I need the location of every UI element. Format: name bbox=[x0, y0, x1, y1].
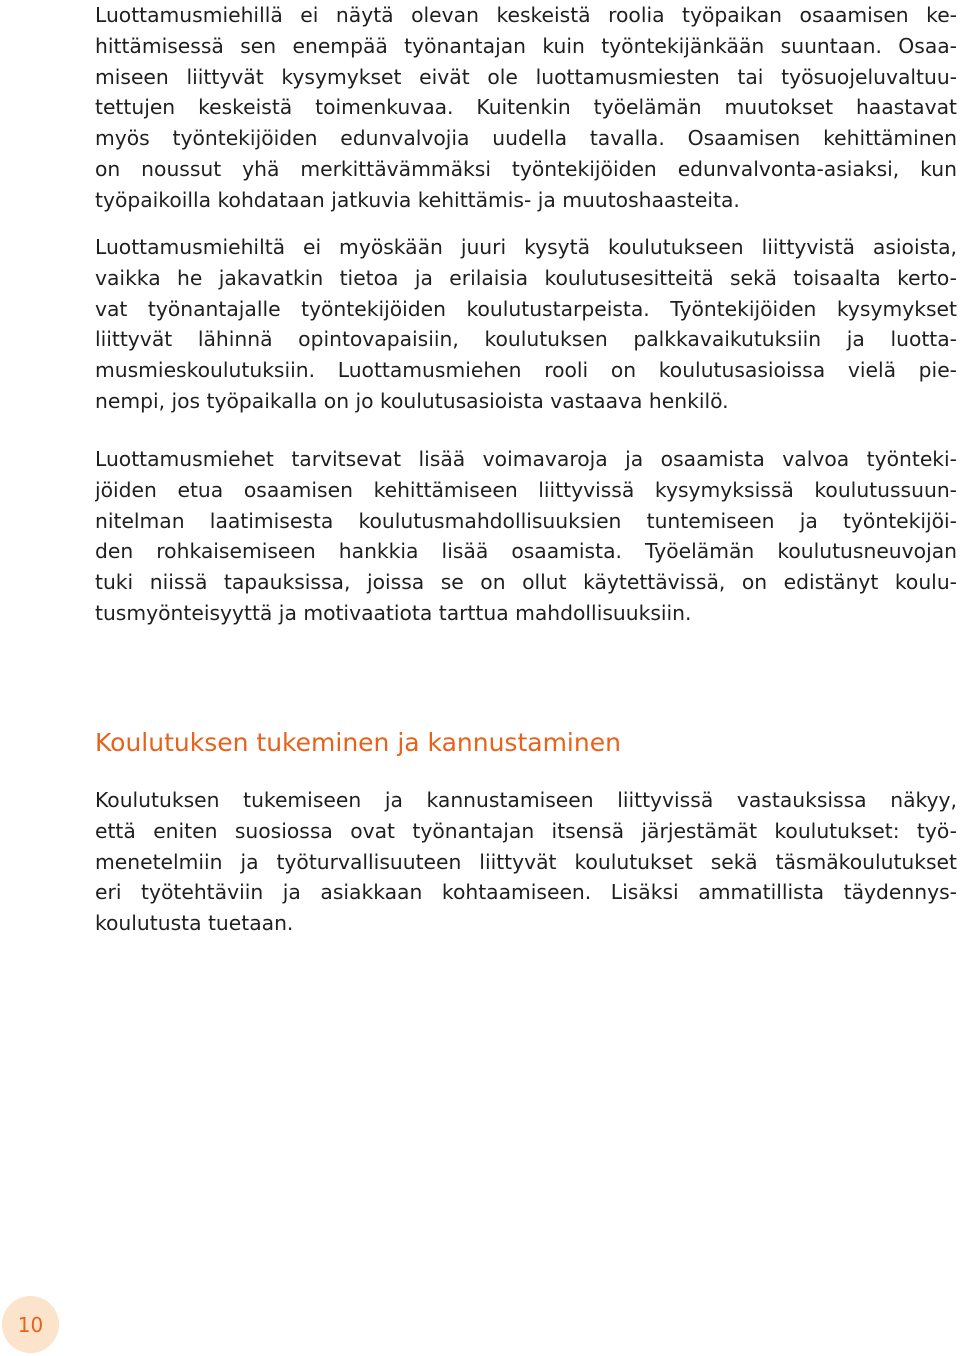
text-line: liittyvät lähinnä opintovapaisiin, koulutuksen palkkavaikutuksiin ja luotta- bbox=[95, 327, 957, 352]
text-line: Luottamusmiehiltä ei myöskään juuri kysytä koulutukseen liittyvistä asioista, bbox=[95, 235, 957, 259]
text-line: myös työntekijöiden edunvalvojia uudella tavalla. Osaamisen kehittäminen bbox=[95, 126, 957, 151]
text-line: Koulutuksen tukemiseen ja kannustamiseen liittyvissä vastauksissa näkyy, bbox=[95, 788, 957, 812]
text-line: Luottamusmiehet tarvitsevat lisää voimavaroja ja osaamista valvoa työnteki- bbox=[95, 447, 957, 471]
text-line: den rohkaisemiseen hankkia lisää osaamista. Työelämän koulutusneuvojan bbox=[95, 539, 957, 564]
text-line: nitelman laatimisesta koulutusmahdollisuuksien tuntemiseen ja työntekijöi- bbox=[95, 508, 957, 533]
text-line: menetelmiin ja työturvallisuuteen liittyvät koulutukset sekä täsmäkoulutukset bbox=[95, 849, 957, 874]
section-paragraph bbox=[95, 785, 957, 939]
paragraph-2 bbox=[95, 232, 957, 417]
page-number-badge bbox=[2, 1296, 59, 1353]
text-line: jöiden etua osaamisen kehittämiseen liittyvissä kysymyksissä koulutussuun- bbox=[95, 477, 957, 502]
text-line: miseen liittyvät kysymykset eivät ole luottamusmiesten tai työsuojeluvaltuu- bbox=[95, 64, 957, 89]
text-line: on noussut yhä merkittävämmäksi työntekijöiden edunvalvonta-asiaksi, kun bbox=[95, 156, 957, 181]
text-line: vat työnantajalle työntekijöiden koulutustarpeista. Työntekijöiden kysymykset bbox=[95, 296, 957, 321]
paragraph-3 bbox=[95, 444, 957, 629]
paragraph-1 bbox=[95, 0, 957, 216]
text-line: nempi, jos työpaikalla on jo koulutusasioista vastaava henkilö. bbox=[95, 388, 729, 413]
text-line: vaikka he jakavatkin tietoa ja erilaisia koulutusesitteitä sekä toisaalta kerto- bbox=[95, 265, 957, 290]
text-line: eri työtehtäviin ja asiakkaan kohtaamiseen. Lisäksi ammatillista täydennys- bbox=[95, 880, 957, 905]
text-line: tettujen keskeistä toimenkuvaa. Kuitenkin työelämän muutokset haastavat bbox=[95, 95, 957, 120]
text-line: että eniten suosiossa ovat työnantajan itsensä järjestämät koulutukset: työ- bbox=[95, 818, 957, 843]
section-heading: Koulutuksen tukeminen ja kannustaminen bbox=[95, 728, 621, 757]
text-line: koulutusta tuetaan. bbox=[95, 911, 294, 936]
page-number: 10 bbox=[17, 1312, 44, 1337]
text-line: tuki niissä tapauksissa, joissa se on ollut käytettävissä, on edistänyt koulu- bbox=[95, 570, 957, 595]
text-line: musmieskoulutuksiin. Luottamusmiehen rooli on koulutusasioissa vielä pie- bbox=[95, 358, 957, 383]
text-line: työpaikoilla kohdataan jatkuvia kehittämis- ja muutoshaasteita. bbox=[95, 187, 740, 212]
text-line: Luottamusmiehillä ei näytä olevan keskeistä roolia työpaikan osaamisen ke- bbox=[95, 3, 957, 27]
text-line: hittämisessä sen enempää työnantajan kuin työntekijänkään suuntaan. Osaa- bbox=[95, 33, 957, 58]
text-line: tusmyönteisyyttä ja motivaatiota tarttua mahdollisuuksiin. bbox=[95, 600, 692, 625]
